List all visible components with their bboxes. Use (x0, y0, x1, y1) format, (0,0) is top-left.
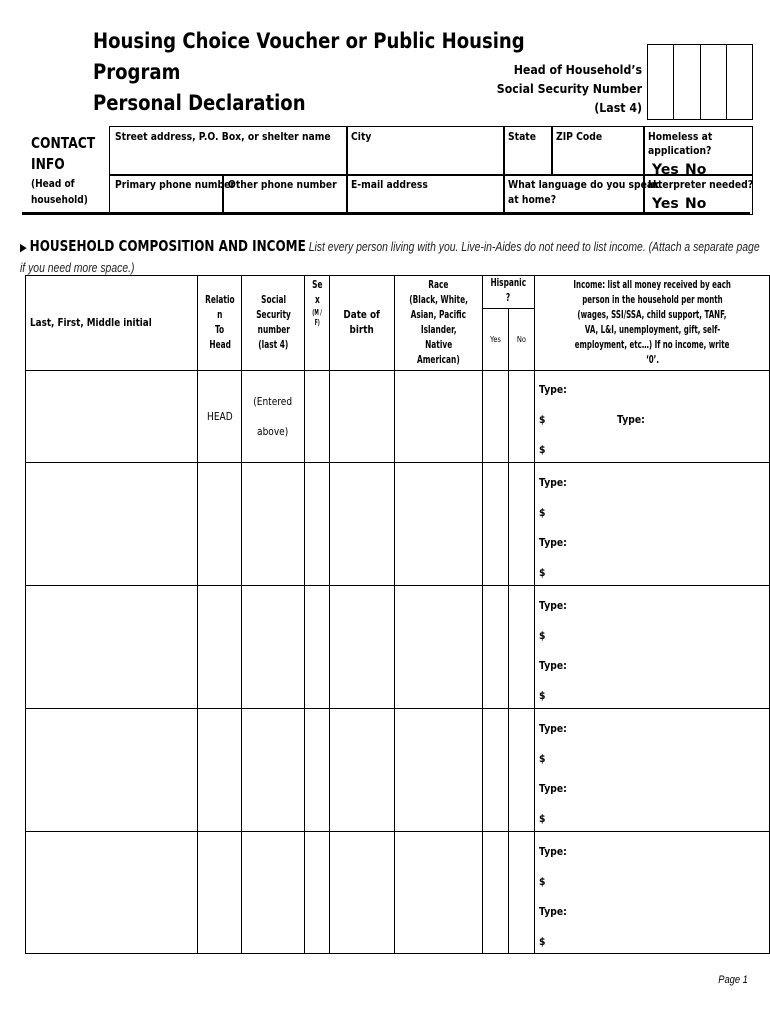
income-amount-label: $ (538, 629, 546, 642)
city-label: City (351, 130, 372, 143)
interpreter-question (643, 174, 753, 215)
dob-column-header (330, 276, 394, 371)
relation-header-line: Head (208, 339, 231, 351)
homeless-no-option[interactable]: No (685, 162, 707, 174)
city-field[interactable] (346, 126, 505, 176)
contact-title-line: INFO (31, 155, 65, 173)
hispanic-yes-text: Yes (489, 335, 501, 344)
hispanic-no-cell[interactable] (508, 832, 534, 954)
head-ssn-boxes (647, 44, 753, 120)
interpreter-yes-option[interactable]: Yes (652, 196, 679, 212)
income-type-label: Type: (616, 413, 645, 426)
relation-header-line: To (214, 324, 225, 336)
hispanic-column-header (483, 276, 535, 309)
income-amount-label: $ (538, 443, 546, 456)
name-cell[interactable] (26, 371, 198, 463)
race-cell[interactable] (394, 586, 482, 709)
name-cell[interactable] (26, 709, 198, 832)
other-phone-label: Other phone number (228, 178, 337, 191)
section-divider (22, 212, 750, 215)
race-header-line: Asian, Pacific (410, 309, 467, 321)
relation-cell[interactable] (197, 586, 242, 709)
title-line: Personal Declaration (93, 91, 306, 115)
dob-header-text: Date of birth (343, 309, 381, 336)
form-title (93, 26, 525, 119)
ssn-digit-box-3[interactable] (701, 45, 727, 119)
hispanic-no-cell[interactable] (508, 371, 534, 463)
sex-header-line: Se (311, 279, 323, 291)
ssn-header-line: (last 4) (258, 339, 289, 351)
hispanic-header-line: Hispanic (490, 277, 527, 289)
sex-header-line: x (314, 294, 320, 306)
title-line: Housing Choice Voucher or Public Housing (93, 29, 525, 53)
hispanic-no-cell[interactable] (508, 463, 534, 586)
ssn-label-line: Head of Household’s (513, 62, 642, 77)
income-amount-label: $ (538, 506, 546, 519)
income-type-label: Type: (538, 722, 567, 735)
income-header-line: VA, L&I, unemployment, gift, self- (584, 324, 720, 336)
ssn-label-line: (Last 4) (594, 100, 642, 115)
hispanic-no-cell[interactable] (508, 709, 534, 832)
income-type-label: Type: (538, 599, 567, 612)
race-header-line: Islander, Native (420, 324, 457, 351)
income-type-label: Type: (538, 845, 567, 858)
dob-cell[interactable] (330, 371, 394, 463)
name-cell[interactable] (26, 586, 198, 709)
income-type-label: Type: (538, 659, 567, 672)
hispanic-no-text: No (516, 335, 526, 344)
interpreter-no-option[interactable]: No (685, 196, 707, 212)
contact-info-heading (31, 133, 95, 175)
race-header-line: Race (428, 279, 449, 291)
ssn-header-line: Social (260, 294, 286, 306)
sex-sub-line: (M / (312, 308, 322, 317)
race-cell[interactable] (394, 832, 482, 954)
homeless-question (643, 126, 753, 176)
income-header-line: person in the household per month (581, 294, 723, 306)
ssn-digit-box-1[interactable] (648, 45, 674, 119)
section-description: List every person living with you. Live-in-Aides do not need to list income. (Attach a separate page if you need more space.) (20, 239, 760, 275)
page-number: Page 1 (718, 974, 748, 986)
hispanic-yes-cell[interactable] (483, 586, 509, 709)
other-phone-field[interactable] (222, 174, 348, 215)
email-field[interactable] (346, 174, 505, 215)
street-address-label: Street address, P.O. Box, or shelter name (115, 130, 331, 143)
income-header-line: ‘0’. (645, 354, 659, 366)
email-label: E-mail address (351, 178, 428, 191)
ssn-cell[interactable] (242, 586, 304, 709)
dob-cell[interactable] (330, 586, 394, 709)
zip-code-label: ZIP Code (556, 130, 603, 143)
interpreter-label: Interpreter needed? (648, 178, 754, 191)
sex-column-header (304, 276, 330, 371)
income-type-label: Type: (538, 383, 567, 396)
contact-info-subheading (31, 176, 88, 208)
ssn-digit-box-4[interactable] (727, 45, 752, 119)
income-column-header (534, 276, 769, 371)
name-header-text: Last, First, Middle initial (30, 316, 152, 329)
income-cell[interactable] (534, 709, 769, 832)
ssn-cell (242, 371, 304, 463)
income-cell[interactable] (534, 586, 769, 709)
income-type-label: Type: (538, 782, 567, 795)
income-type-label: Type: (538, 905, 567, 918)
income-cell[interactable] (534, 371, 769, 463)
language-label: What language do you speak (508, 178, 660, 191)
income-amount-label: $ (538, 566, 546, 579)
table-row (26, 371, 770, 463)
ssn-column-header (242, 276, 304, 371)
table-row (26, 709, 770, 832)
hispanic-yes-cell[interactable] (483, 832, 509, 954)
contact-sub-line: household) (31, 193, 88, 206)
homeless-label: Homeless at (648, 130, 713, 143)
relation-header-line: n (216, 309, 223, 321)
relation-column-header (197, 276, 242, 371)
name-cell[interactable] (26, 832, 198, 954)
income-amount-label: $ (538, 935, 546, 948)
hispanic-yes-cell[interactable] (483, 463, 509, 586)
household-table (25, 275, 770, 954)
relation-cell[interactable] (197, 463, 242, 586)
race-header-line: (Black, White, (409, 294, 468, 306)
ssn-header-line: number (256, 324, 290, 336)
table-row (26, 832, 770, 954)
race-cell[interactable] (394, 709, 482, 832)
relation-cell (197, 371, 242, 463)
table-row (26, 463, 770, 586)
income-type-label: Type: (538, 476, 567, 489)
head-ssn-label (497, 60, 642, 117)
income-header-line: Income: list all money received by each (573, 279, 731, 291)
language-field[interactable] (503, 174, 660, 215)
relation-cell[interactable] (197, 709, 242, 832)
income-amount-label: $ (538, 689, 546, 702)
hispanic-header-line: ? (506, 292, 511, 304)
contact-sub-line: (Head of (31, 177, 75, 190)
race-cell[interactable] (394, 371, 482, 463)
head-relation-text: HEAD (206, 410, 233, 423)
triangle-bullet-icon: ▶ (20, 242, 27, 254)
income-cell[interactable] (534, 832, 769, 954)
table-row (26, 586, 770, 709)
hispanic-yes-cell[interactable] (483, 709, 509, 832)
ssn-cell[interactable] (242, 709, 304, 832)
head-ssn-note: (Entered (253, 395, 293, 408)
sex-sub-line: F) (314, 318, 320, 327)
hispanic-no-header (508, 309, 534, 371)
section-heading: HOUSEHOLD COMPOSITION AND INCOME (29, 237, 306, 255)
language-label: at home? (508, 193, 557, 206)
dob-cell[interactable] (330, 463, 394, 586)
sex-cell[interactable] (304, 709, 330, 832)
relation-header-line: Relatio (204, 294, 235, 306)
income-cell[interactable] (534, 463, 769, 586)
ssn-cell[interactable] (242, 832, 304, 954)
dob-cell[interactable] (330, 832, 394, 954)
income-amount-label: $ (538, 413, 546, 426)
hispanic-no-cell[interactable] (508, 586, 534, 709)
race-column-header (394, 276, 482, 371)
income-amount-label: $ (538, 752, 546, 765)
primary-phone-field[interactable] (109, 174, 235, 215)
contact-title-line: CONTACT (31, 134, 96, 152)
sex-cell[interactable] (304, 586, 330, 709)
name-cell[interactable] (26, 463, 198, 586)
household-section-header (20, 236, 760, 278)
ssn-digit-box-2[interactable] (674, 45, 700, 119)
income-header-line: (wages, SSI/SSA, child support, TANF, (577, 309, 727, 321)
street-address-field[interactable] (109, 126, 348, 176)
dob-cell[interactable] (330, 709, 394, 832)
homeless-yes-option[interactable]: Yes (652, 162, 679, 174)
state-label: State (508, 130, 536, 143)
ssn-header-line: Security (255, 309, 291, 321)
sex-cell[interactable] (304, 463, 330, 586)
income-amount-label: $ (538, 875, 546, 888)
primary-phone-label: Primary phone number (115, 178, 235, 191)
title-line: Program (93, 60, 181, 84)
ssn-label-line: Social Security Number (496, 81, 642, 96)
income-header-line: employment, etc…) If no income, write (574, 339, 730, 351)
hispanic-yes-header (483, 309, 509, 371)
hispanic-yes-cell[interactable] (483, 371, 509, 463)
relation-cell[interactable] (197, 832, 242, 954)
zip-code-field[interactable] (551, 126, 645, 176)
sex-cell[interactable] (304, 371, 330, 463)
ssn-cell[interactable] (242, 463, 304, 586)
homeless-label: application? (648, 144, 712, 157)
state-field[interactable] (503, 126, 553, 176)
name-column-header (26, 276, 198, 371)
race-cell[interactable] (394, 463, 482, 586)
head-ssn-note: above) (257, 425, 289, 438)
income-amount-label: $ (538, 812, 546, 825)
race-header-line: American) (416, 354, 460, 366)
income-type-label: Type: (538, 536, 567, 549)
sex-cell[interactable] (304, 832, 330, 954)
